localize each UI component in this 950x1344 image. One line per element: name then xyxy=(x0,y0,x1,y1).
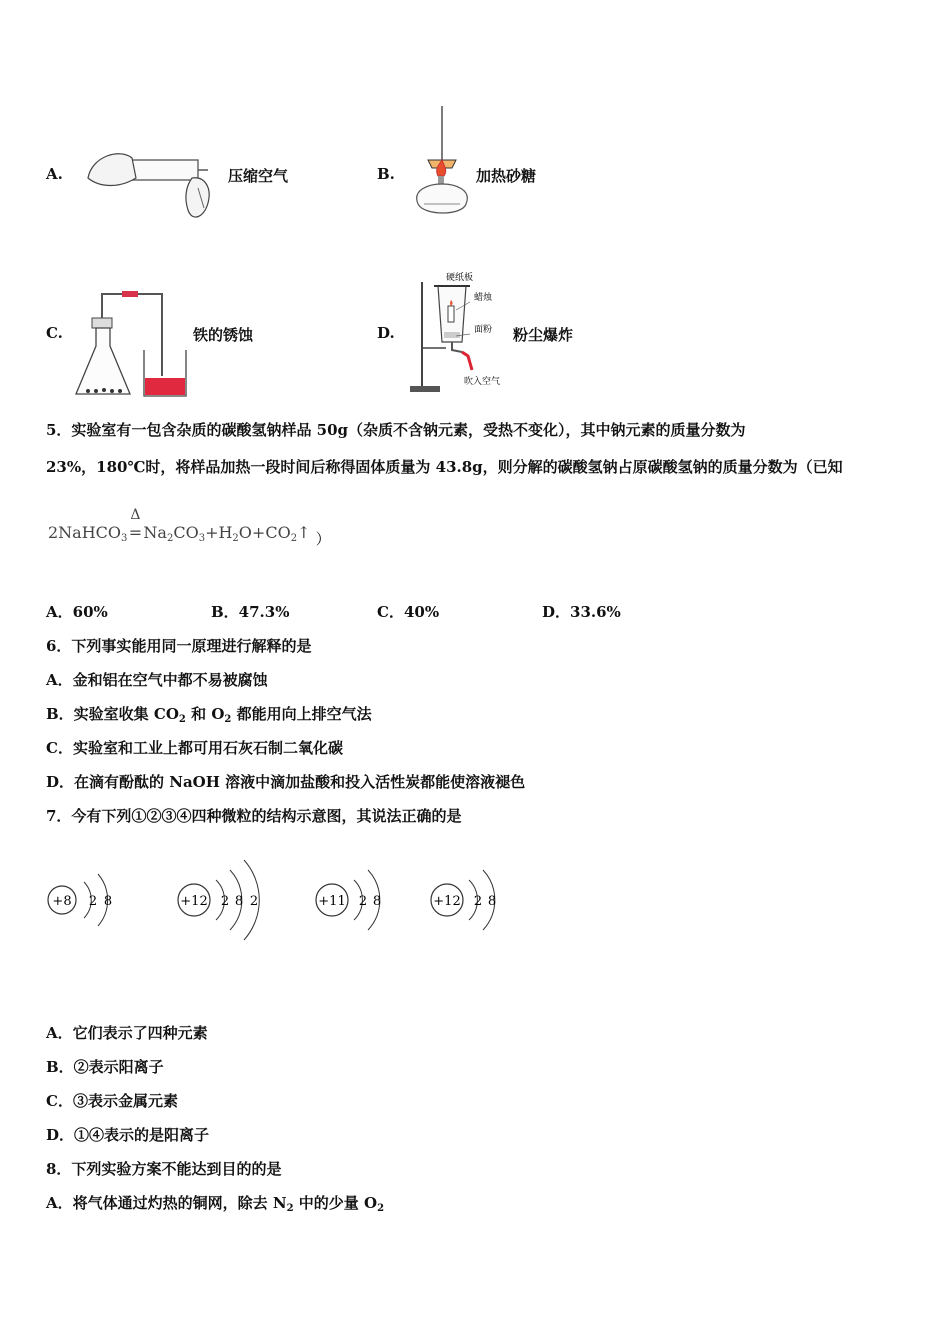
label-top: 硬纸板 xyxy=(446,273,474,283)
svg-text:2: 2 xyxy=(358,894,368,909)
q5-line2: 23%，180℃时，将样品加热一段时间后称得固体质量为 43.8g，则分解的碳酸氢钠占原碳酸氢钠的质量分数为（已知 xyxy=(46,458,843,476)
svg-text:2: 2 xyxy=(88,894,98,909)
q6-option-d: D．在滴有酚酞的 NaOH 溶液中滴加盐酸和投入活性炭都能使溶液褪色 xyxy=(46,773,526,791)
syringe-figure xyxy=(80,148,215,226)
q6-option-a: A．金和铝在空气中都不易被腐蚀 xyxy=(46,671,268,689)
option-b-letter: B. xyxy=(377,165,395,183)
svg-text:2: 2 xyxy=(473,894,483,909)
svg-text:8: 8 xyxy=(234,894,244,909)
svg-text:2: 2 xyxy=(249,894,259,909)
svg-text:8: 8 xyxy=(487,894,497,909)
q7-option-d: D．①④表示的是阳离子 xyxy=(46,1126,210,1144)
q6-stem: 6．下列事实能用同一原理进行解释的是 xyxy=(46,637,312,655)
q5-line1: 5．实验室有一包含杂质的碳酸氢钠样品 50g（杂质不含钠元素，受热不变化），其中钠元素的质量分数为 xyxy=(46,421,746,439)
label-powder: 面粉 xyxy=(474,325,493,335)
particle-3 xyxy=(316,870,381,982)
q5-choice-c: C．40% xyxy=(377,603,440,621)
q7-option-b: B．②表示阳离子 xyxy=(46,1058,164,1076)
option-b-caption: 加热砂糖 xyxy=(476,167,537,185)
q6-option-c: C．实验室和工业上都可用石灰石制二氧化碳 xyxy=(46,739,343,757)
option-c-letter: C. xyxy=(46,324,63,342)
q6-option-b: B．实验室收集 $CO_2$ 和 $O_2$ 都能用向上排空气法 xyxy=(46,705,372,725)
option-a-letter: A. xyxy=(46,165,63,183)
q7-option-c: C．③表示金属元素 xyxy=(46,1092,178,1110)
q8-option-a: A．将气体通过灼热的铜网，除去 $N_2$ 中的少量 $O_2$ xyxy=(46,1194,385,1214)
option-c-caption: 铁的锈蚀 xyxy=(193,326,254,344)
q5-equation: 2NaHCO$_3$ Δ $=Na_2CO_3+H_2O+CO_2↑$ ） xyxy=(48,507,331,548)
q5-choice-d: D．33.6% xyxy=(542,603,621,621)
option-d-caption: 粉尘爆炸 xyxy=(513,326,574,344)
iron-rust-figure xyxy=(72,288,194,400)
reaction-condition: Δ = xyxy=(128,507,143,542)
alcohol-lamp-figure xyxy=(404,104,468,228)
label-air: 吹入空气 xyxy=(464,377,501,387)
q7-option-a: A．它们表示了四种元素 xyxy=(46,1024,208,1042)
option-a-caption: 压缩空气 xyxy=(228,167,289,185)
particle-4 xyxy=(431,870,496,982)
svg-text:8: 8 xyxy=(103,894,113,909)
svg-text:+11: +11 xyxy=(318,894,346,909)
q5-choice-a: A．60% xyxy=(46,603,108,621)
q7-stem: 7．今有下列①②③④四种微粒的结构示意图，其说法正确的是 xyxy=(46,807,462,825)
q5-choice-b: B．47.3% xyxy=(211,603,290,621)
dust-explosion-figure xyxy=(404,270,516,398)
svg-text:+12: +12 xyxy=(180,894,208,909)
label-candle: 蜡烛 xyxy=(474,293,493,303)
particle-1 xyxy=(48,874,112,982)
q8-stem: 8．下列实验方案不能达到目的的是 xyxy=(46,1160,282,1178)
svg-text:8: 8 xyxy=(372,894,382,909)
svg-text:+12: +12 xyxy=(433,894,461,909)
option-d-letter: D. xyxy=(377,324,395,342)
svg-text:+8: +8 xyxy=(52,894,72,909)
svg-text:2: 2 xyxy=(220,894,230,909)
particle-2 xyxy=(178,860,259,982)
atom-structure-diagrams xyxy=(40,842,520,982)
